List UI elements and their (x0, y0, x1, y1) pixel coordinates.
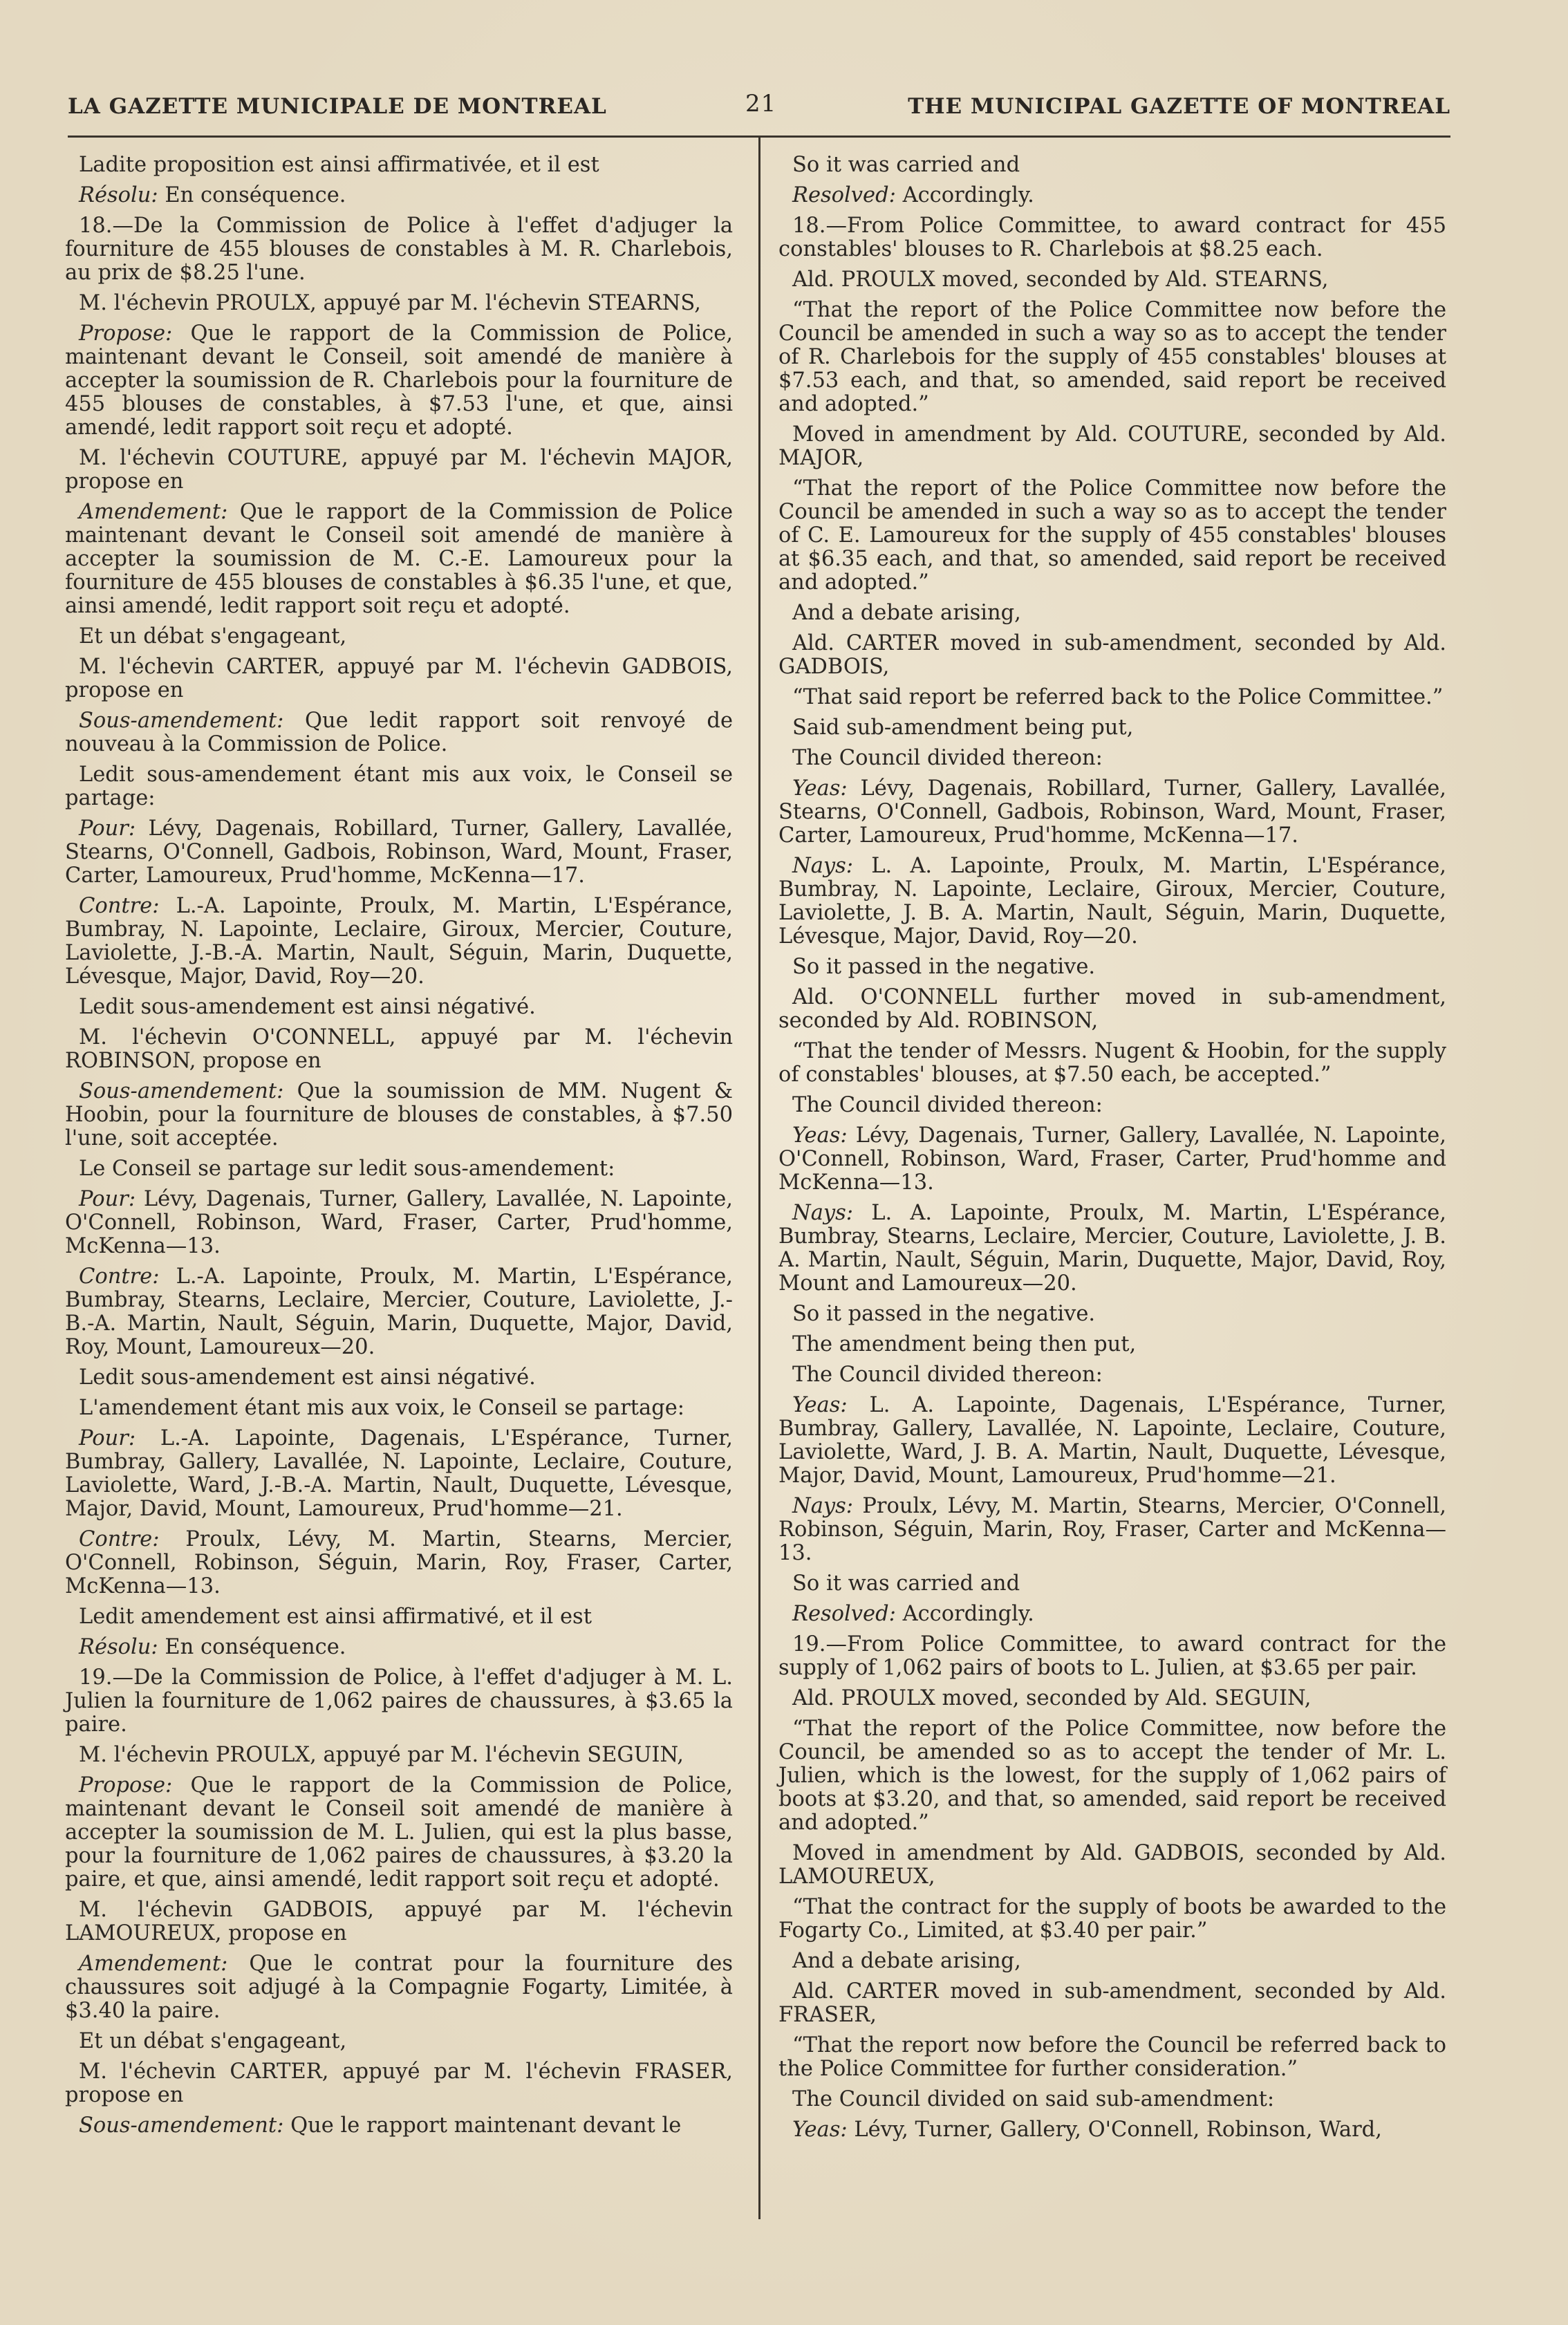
paragraph: M. l'échevin COUTURE, appuyé par M. l'échevin MAJOR, propose en (65, 446, 733, 494)
paragraph: Ald. CARTER moved in sub-amendment, seconded by Ald. FRASER, (778, 1979, 1446, 2027)
paragraph: “That the tender of Messrs. Nugent & Hoobin, for the supply of constables' blouses, at $7.50 each, be accepted.” (778, 1039, 1446, 1087)
italic-lead: Resolved: (792, 1602, 896, 1626)
italic-lead: Sous-amendement: (79, 1079, 284, 1103)
paragraph: Propose: Que le rapport de la Commission de Police, maintenant devant le Conseil, soit amendé de manière à accepter la soumission de R. Charlebois pour la fourniture de 455 blouses de constables, à $7.53 l'une, et que, ainsi amendé, ledit rapport soit reçu et adopté. (65, 321, 733, 440)
italic-lead: Pour: (79, 1426, 136, 1450)
italic-lead: Propose: (79, 321, 173, 346)
paragraph: Ladite proposition est ainsi affirmativée, et il est (79, 153, 599, 177)
paragraph: Le Conseil se partage sur ledit sous-amendement: (79, 1157, 615, 1181)
paragraph: Said sub-amendment being put, (792, 716, 1134, 740)
paragraph: Contre: Proulx, Lévy, M. Martin, Stearns, Mercier, O'Connell, Robinson, Séguin, Marin, Roy, Fraser, Carter, McKenna—13. (65, 1527, 733, 1598)
paragraph: The Council divided on said sub-amendment: (792, 2087, 1275, 2111)
paragraph: M. l'échevin PROULX, appuyé par M. l'échevin SEGUIN, (79, 1743, 684, 1767)
italic-lead: Contre: (79, 894, 160, 918)
paragraph: Contre: L.-A. Lapointe, Proulx, M. Martin, L'Espérance, Bumbray, Stearns, Leclaire, Mercier, Couture, Laviolette, J.-B.-A. Martin, Nault, Séguin, Marin, Duquette, Major, David, Roy, Mount, Lamoureux—20. (65, 1264, 733, 1359)
paragraph: Amendement: Que le rapport de la Commission de Police maintenant devant le Conseil soit amendé de manière à accepter la soumission de M. C.-E. Lamoureux pour la fourniture de 455 blouses de constables à $6.35 l'une, et que, ainsi amendé, ledit rapport soit reçu et adopté. (65, 500, 733, 618)
paragraph: M. l'échevin CARTER, appuyé par M. l'échevin GADBOIS, propose en (65, 655, 733, 702)
paragraph: Yeas: Lévy, Turner, Gallery, O'Connell, Robinson, Ward, (792, 2118, 1382, 2142)
paragraph: Propose: Que le rapport de la Commission de Police, maintenant devant le Conseil soit amendé de manière à accepter la soumission de M. L. Julien, qui est la plus basse, pour la fourniture de 1,062 paires de chaussures, à $3.20 la paire, et que, ainsi amendé, ledit rapport soit reçu et adopté. (65, 1773, 733, 1892)
page-number: 21 (745, 90, 777, 118)
paragraph: Yeas: L. A. Lapointe, Dagenais, L'Espérance, Turner, Bumbray, Gallery, Lavallée, N. Lapointe, Leclaire, Couture, Laviolette, Ward, J. B. A. Martin, Nault, Duquette, Lévesque, Major, David, Mount, Lamoureux, Prud'homme—21. (778, 1393, 1446, 1488)
paragraph: Et un débat s'engageant, (79, 2029, 347, 2053)
header-english-title: THE MUNICIPAL GAZETTE OF MONTREAL (908, 94, 1450, 119)
paragraph: Ledit amendement est ainsi affirmativé, et il est (79, 1605, 592, 1629)
paragraph: Ald. PROULX moved, seconded by Ald. STEARNS, (792, 268, 1329, 292)
paragraph: Ald. CARTER moved in sub-amendment, seconded by Ald. GADBOIS, (778, 631, 1446, 679)
paragraph: Ald. O'CONNELL further moved in sub-amendment, seconded by Ald. ROBINSON, (778, 985, 1446, 1033)
paragraph: Resolved: Accordingly. (792, 1602, 1034, 1626)
italic-lead: Pour: (79, 816, 136, 841)
paragraph: M. l'échevin CARTER, appuyé par M. l'échevin FRASER, propose en (65, 2060, 733, 2107)
paragraph: Résolu: En conséquence. (79, 1635, 346, 1659)
paragraph: Nays: Proulx, Lévy, M. Martin, Stearns, Mercier, O'Connell, Robinson, Séguin, Marin, Roy, Fraser, Carter and McKenna—13. (778, 1494, 1446, 1565)
italic-lead: Contre: (79, 1264, 160, 1289)
paragraph: Et un débat s'engageant, (79, 624, 347, 648)
italic-lead: Nays: (792, 1494, 854, 1518)
paragraph: Moved in amendment by Ald. COUTURE, seconded by Ald. MAJOR, (778, 422, 1446, 470)
paragraph: “That the report of the Police Committee now before the Council be amended in such a way so as to accept the tender of R. Charlebois for the supply of 455 constables' blouses at $7.53 each, and that, so amended, said report be received and adopted.” (778, 298, 1446, 416)
paragraph: Amendement: Que le contrat pour la fourniture des chaussures soit adjugé à la Compagnie Fogarty, Limitée, à $3.40 la paire. (65, 1952, 733, 2023)
paragraph: M. l'échevin O'CONNELL, appuyé par M. l'échevin ROBINSON, propose en (65, 1025, 733, 1073)
paragraph: The amendment being then put, (792, 1332, 1137, 1356)
paragraph: Resolved: Accordingly. (792, 183, 1034, 207)
paragraph: Sous-amendement: Que ledit rapport soit renvoyé de nouveau à la Commission de Police. (65, 709, 733, 756)
paragraph: “That the report of the Police Committee, now before the Council, be amended so as to accept the tender of Mr. L. Julien, which is the lowest, for the supply of 1,062 pairs of boots at $3.20, and that, so amended, said report be received and adopted.” (778, 1717, 1446, 1835)
paragraph: Ald. PROULX moved, seconded by Ald. SEGUIN, (792, 1686, 1312, 1710)
paragraph: So it was carried and (792, 1571, 1020, 1596)
paragraph: Contre: L.-A. Lapointe, Proulx, M. Martin, L'Espérance, Bumbray, N. Lapointe, Leclaire, Giroux, Mercier, Couture, Laviolette, J.-B.-A. Martin, Nault, Séguin, Marin, Duquette, Lévesque, Major, David, Roy—20. (65, 894, 733, 989)
italic-lead: Yeas: (792, 2118, 848, 2142)
italic-lead: Yeas: (792, 776, 848, 801)
italic-lead: Résolu: (79, 183, 158, 207)
italic-lead: Contre: (79, 1527, 160, 1551)
paragraph: 19.—De la Commission de Police, à l'effet d'adjuger à M. L. Julien la fourniture de 1,062 paires de chaussures, à $3.65 la paire. (65, 1665, 733, 1737)
paragraph: M. l'échevin GADBOIS, appuyé par M. l'échevin LAMOUREUX, propose en (65, 1898, 733, 1945)
page-header (68, 88, 1450, 123)
paragraph: And a debate arising, (792, 601, 1021, 625)
paragraph: Nays: L. A. Lapointe, Proulx, M. Martin, L'Espérance, Bumbray, Stearns, Leclaire, Mercier, Couture, Laviolette, J. B. A. Martin, Nault, Séguin, Marin, Duquette, Major, David, Roy, Mount and Lamoureux—20. (778, 1201, 1446, 1296)
italic-lead: Propose: (79, 1773, 173, 1798)
paragraph: So it passed in the negative. (792, 1302, 1096, 1326)
italic-lead: Résolu: (79, 1635, 158, 1659)
paragraph: So it passed in the negative. (792, 955, 1096, 979)
paragraph: Ledit sous-amendement est ainsi négativé. (79, 1365, 536, 1390)
paragraph: “That the report now before the Council be referred back to the Police Committee for further consideration.” (778, 2033, 1446, 2081)
paragraph: Ledit sous-amendement est ainsi négativé. (79, 995, 536, 1019)
paragraph: Yeas: Lévy, Dagenais, Turner, Gallery, Lavallée, N. Lapointe, O'Connell, Robinson, Ward, Fraser, Carter, Prud'homme and McKenna—13. (778, 1123, 1446, 1195)
english-column (778, 153, 1446, 2149)
paragraph: “That the report of the Police Committee now before the Council be amended in such a way so as to accept the tender of C. E. Lamoureux for the supply of 455 constables' blouses at $6.35 each, and that, so amended, said report be received and adopted.” (778, 476, 1446, 595)
italic-lead: Amendement: (79, 1952, 228, 1976)
paragraph: Sous-amendement: Que la soumission de MM. Nugent & Hoobin, pour la fourniture de blouses de constables, à $7.50 l'une, soit acceptée. (65, 1079, 733, 1150)
paragraph: The Council divided thereon: (792, 1093, 1103, 1117)
italic-lead: Sous-amendement: (79, 2113, 284, 2138)
italic-lead: Sous-amendement: (79, 709, 284, 733)
italic-lead: Yeas: (792, 1123, 848, 1148)
italic-lead: Nays: (792, 854, 854, 878)
paragraph: Ledit sous-amendement étant mis aux voix, le Conseil se partage: (65, 763, 733, 810)
header-french-title: LA GAZETTE MUNICIPALE DE MONTREAL (68, 94, 607, 119)
italic-lead: Resolved: (792, 183, 896, 207)
paragraph: Moved in amendment by Ald. GADBOIS, seconded by Ald. LAMOUREUX, (778, 1841, 1446, 1889)
italic-lead: Amendement: (79, 500, 228, 524)
paragraph: Pour: L.-A. Lapointe, Dagenais, L'Espérance, Turner, Bumbray, Gallery, Lavallée, N. Lapointe, Leclaire, Couture, Laviolette, Ward, J.-B.-A. Martin, Nault, Duquette, Lévesque, Major, David, Mount, Lamoureux, Prud'homme—21. (65, 1426, 733, 1521)
paragraph: “That said report be referred back to the Police Committee.” (792, 685, 1444, 709)
paragraph: Nays: L. A. Lapointe, Proulx, M. Martin, L'Espérance, Bumbray, N. Lapointe, Leclaire, Giroux, Mercier, Couture, Laviolette, J. B. A. Martin, Nault, Séguin, Marin, Duquette, Lévesque, Major, David, Roy—20. (778, 854, 1446, 949)
paragraph: M. l'échevin PROULX, appuyé par M. l'échevin STEARNS, (79, 291, 701, 315)
italic-lead: Nays: (792, 1201, 854, 1225)
paragraph: L'amendement étant mis aux voix, le Conseil se partage: (79, 1396, 685, 1420)
paragraph: Résolu: En conséquence. (79, 183, 346, 207)
paragraph: So it was carried and (792, 153, 1020, 177)
paragraph: The Council divided thereon: (792, 746, 1103, 770)
paragraph: Pour: Lévy, Dagenais, Turner, Gallery, Lavallée, N. Lapointe, O'Connell, Robinson, Ward, Fraser, Carter, Prud'homme, McKenna—13. (65, 1187, 733, 1258)
paragraph: 18.—De la Commission de Police à l'effet d'adjuger la fourniture de 455 blouses de constables à M. R. Charlebois, au prix de $8.25 l'une. (65, 214, 733, 285)
paragraph: Pour: Lévy, Dagenais, Robillard, Turner, Gallery, Lavallée, Stearns, O'Connell, Gadbois, Robinson, Ward, Mount, Fraser, Carter, Lamoureux, Prud'homme, McKenna—17. (65, 816, 733, 888)
column-divider (758, 137, 760, 2219)
italic-lead: Yeas: (792, 1393, 848, 1417)
paragraph: 18.—From Police Committee, to award contract for 455 constables' blouses to R. Charlebois at $8.25 each. (778, 214, 1446, 261)
french-column (65, 153, 733, 2145)
paragraph: Sous-amendement: Que le rapport maintenant devant le (79, 2113, 682, 2138)
paragraph: 19.—From Police Committee, to award contract for the supply of 1,062 pairs of boots to L. Julien, at $3.65 per pair. (778, 1632, 1446, 1680)
paragraph: The Council divided thereon: (792, 1363, 1103, 1387)
paragraph: And a debate arising, (792, 1949, 1021, 1973)
paragraph: Yeas: Lévy, Dagenais, Robillard, Turner, Gallery, Lavallée, Stearns, O'Connell, Gadbois, Robinson, Ward, Mount, Fraser, Carter, Lamoureux, Prud'homme, McKenna—17. (778, 776, 1446, 848)
italic-lead: Pour: (79, 1187, 136, 1211)
paragraph: “That the contract for the supply of boots be awarded to the Fogarty Co., Limited, at $3.40 per pair.” (778, 1895, 1446, 1943)
